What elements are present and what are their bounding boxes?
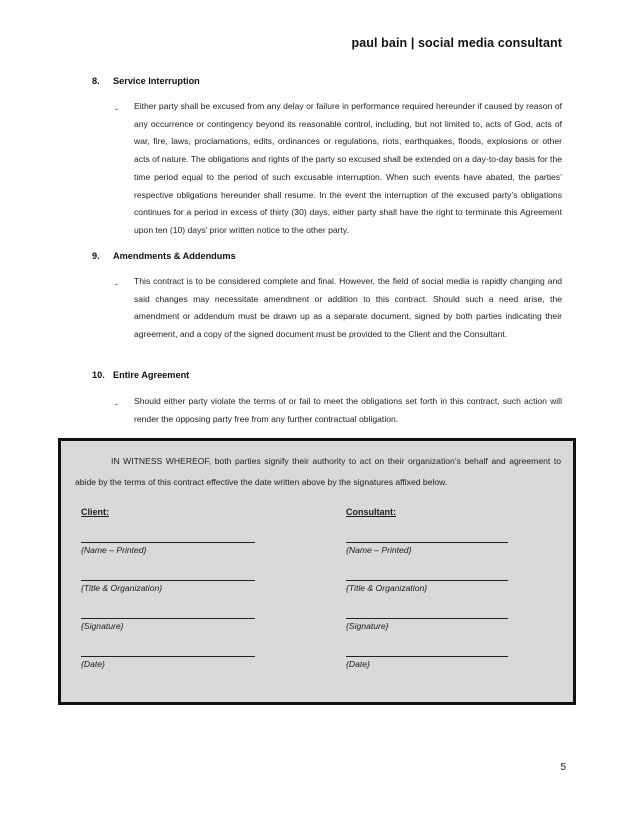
signature-box [58,438,576,705]
consultant-date-label: {Date} [346,659,370,669]
page-number: 5 [560,762,566,773]
page-header: paul bain | social media consultant [351,36,562,50]
client-name-label: {Name – Printed} [81,545,147,555]
consultant-signature-label: {Signature} [346,621,389,631]
client-signature-label: {Signature} [81,621,124,631]
section-number: 10. [92,370,105,380]
consultant-name-label: {Name – Printed} [346,545,412,555]
section-9-title [92,251,236,261]
consultant-title-line[interactable] [346,580,508,581]
client-title-label: {Title & Organization} [81,583,163,593]
consultant-heading: Consultant: [346,507,396,517]
bullet-dash: - [115,279,118,289]
bullet-dash: - [115,104,118,114]
witness-statement: IN WITNESS WHEREOF, both parties signify their authority to act on their organization’s behalf and agreement to abide by the terms of this contract effective the date written above by the signatures affixed below. [75,456,561,487]
section-8-title [92,76,200,86]
client-name-line[interactable] [81,542,255,543]
section-heading: Amendments & Addendums [113,251,236,261]
client-signature-line[interactable] [81,618,255,619]
client-date-line[interactable] [81,656,255,657]
section-8-paragraph: Either party shall be excused from any delay or failure in performance required hereunder if caused by reason of any occurrence or contingency beyond its reasonable control, including, but not limited to, acts of God, acts of war, fire, laws, proclamations, edits, ordinances or regulations, riots, earthquakes, floods, explosions or other acts of nature. The obligations and rights of the party so excused shall be extended on a day-to-day basis for the time period equal to the period of such excusable interruption. When such events have abated, the parties’ respective obligations hereunder shall resume. In the event the interruption of the excused party’s obligations continues for a period in excess of thirty (30) days, either party shall have the right to terminate this Agreement upon ten (10) days’ prior written notice to the other party. [134,101,562,235]
bullet-dash: - [115,399,118,409]
section-heading: Entire Agreement [113,370,190,380]
client-column [81,507,109,517]
section-heading: Service Interruption [113,76,200,86]
consultant-column [346,507,396,517]
section-number: 8. [92,76,100,86]
client-date-label: {Date} [81,659,105,669]
consultant-signature-line[interactable] [346,618,508,619]
section-9-paragraph: This contract is to be considered complete and final. However, the field of social media is rapidly changing and said changes may necessitate amendment or addition to this contract. Should such a need arise, the amendment or addendum must be drawn up as a separate document, signed by both parties indicating their agreement, and a copy of the signed document must be provided to the Client and the Consultant. [134,276,562,340]
consultant-name-line[interactable] [346,542,508,543]
client-title-line[interactable] [81,580,255,581]
consultant-title-label: {Title & Organization} [346,583,428,593]
consultant-date-line[interactable] [346,656,508,657]
section-number: 9. [92,251,100,261]
section-10-paragraph: Should either party violate the terms of or fail to meet the obligations set forth in this contract, such action will render the opposing party free from any further contractual obligation. [134,396,562,424]
client-heading: Client: [81,507,109,517]
section-10-title [92,370,189,380]
